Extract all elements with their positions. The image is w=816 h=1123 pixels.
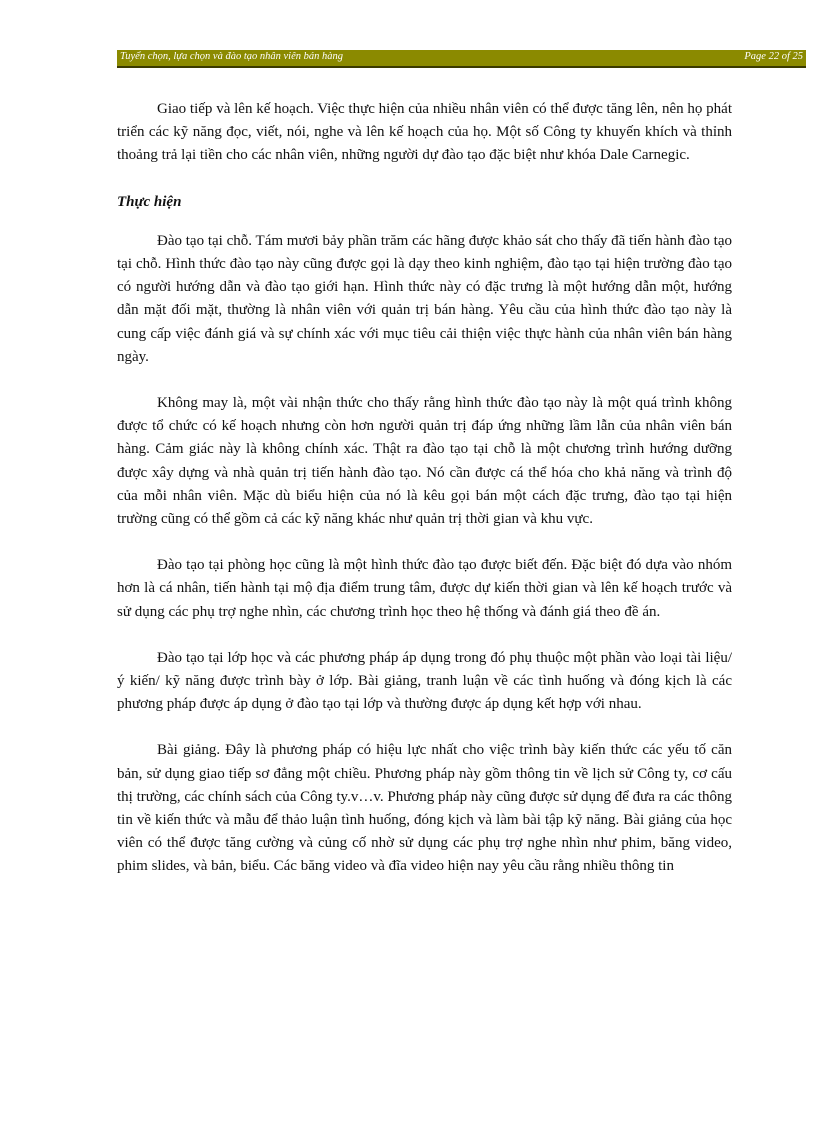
paragraph: Đào tạo tại lớp học và các phương pháp áp dụng trong đó phụ thuộc một phần vào loại tài liệu/ ý kiến/ kỹ năng được trình bày ở lớp. Bài giảng, tranh luận về các tình huống và đóng kịch là các phương pháp được áp dụng ở đào tạo tại lớp và thường được áp dụng kết hợp với nhau. [117, 649, 732, 713]
running-header [117, 50, 806, 68]
paragraph: Đào tạo tại chỗ. Tám mươi bảy phần trăm các hãng được khảo sát cho thấy đã tiến hành đào tạo tại chỗ. Hình thức đào tạo này cũng được gọi là dạy theo kinh nghiệm, đào tạo tại hiện trường đào tạo có người hướng dẫn và đào tạo giới hạn. Hình thức này có đặc trưng là một hướng dẫn một, hướng dẫn mặt đối mặt, thường là nhân viên với quản trị bán hàng. Yêu cầu của hình thức đào tạo này là cung cấp việc đánh giá và sự chính xác với mục tiêu cải thiện việc thực hành của nhân viên bán hàng ngày. [117, 232, 732, 365]
paragraph: Bài giảng. Đây là phương pháp có hiệu lực nhất cho việc trình bày kiến thức các yếu tố căn bản, sử dụng giao tiếp sơ đẳng một chiều. Phương pháp này gồm thông tin về lịch sử Công ty, cơ cấu thị trường, các chính sách của Công ty.v…v. Phương pháp này cũng được sử dụng để đưa ra các thông tin về kiến thức và mẫu để thảo luận tình huống, đóng kịch và làm bài tập kỹ năng. Bài giảng của học viên có thể được tăng cường và củng cố nhờ sử dụng các phụ trợ nghe nhìn như phim, băng video, phim slides, và bản, biểu. Các băng video và đĩa video hiện nay yêu cầu rằng nhiều thông tin [117, 742, 732, 875]
paragraph: Không may là, một vài nhận thức cho thấy rằng hình thức đào tạo này là một quá trình không được tổ chức có kế hoạch nhưng còn hơn người quản trị đáp ứng những lầm lẫn của nhân viên bán hàng. Cảm giác này là không chính xác. Thật ra đào tạo tại chỗ là một chương trình hướng dưỡng được xây dựng và nhà quản trị tiến hành đào tạo. Nó cần được cá thể hóa cho khả năng và trình độ của mỗi nhân viên. Mặc dù biểu hiện của nó là kêu gọi bán một cách đặc trưng, đào tạo tại hiện trường cũng có thể gồm cả các kỹ năng khác như quản trị thời gian và khu vực. [117, 395, 732, 528]
paragraph: Đào tạo tại phòng học cũng là một hình thức đào tạo được biết đến. Đặc biệt đó dựa vào nhóm hơn là cá nhân, tiến hành tại mộ địa điểm trung tâm, được dự kiến thời gian và lên kế hoạch trước và sử dụng các phụ trợ nghe nhìn, các chương trình học theo hệ thống và đánh giá theo đề án. [117, 557, 732, 620]
section-heading: Thực hiện [117, 193, 182, 210]
document-body [117, 98, 732, 902]
header-title: Tuyển chọn, lựa chọn và đào tạo nhân viên bán hàng [120, 51, 343, 62]
intro-paragraph: Giao tiếp và lên kế hoạch. Việc thực hiện của nhiều nhân viên có thể được tăng lên, nên họ phát triển các kỹ năng đọc, viết, nói, nghe và lên kế hoạch của họ. Một số Công ty khuyến khích và thỉnh thoảng trả lại tiền cho các nhân viên, những người dự đào tạo đặc biệt như khóa Dale Carnegic. [117, 101, 732, 164]
page-number: Page 22 of 25 [744, 51, 803, 62]
